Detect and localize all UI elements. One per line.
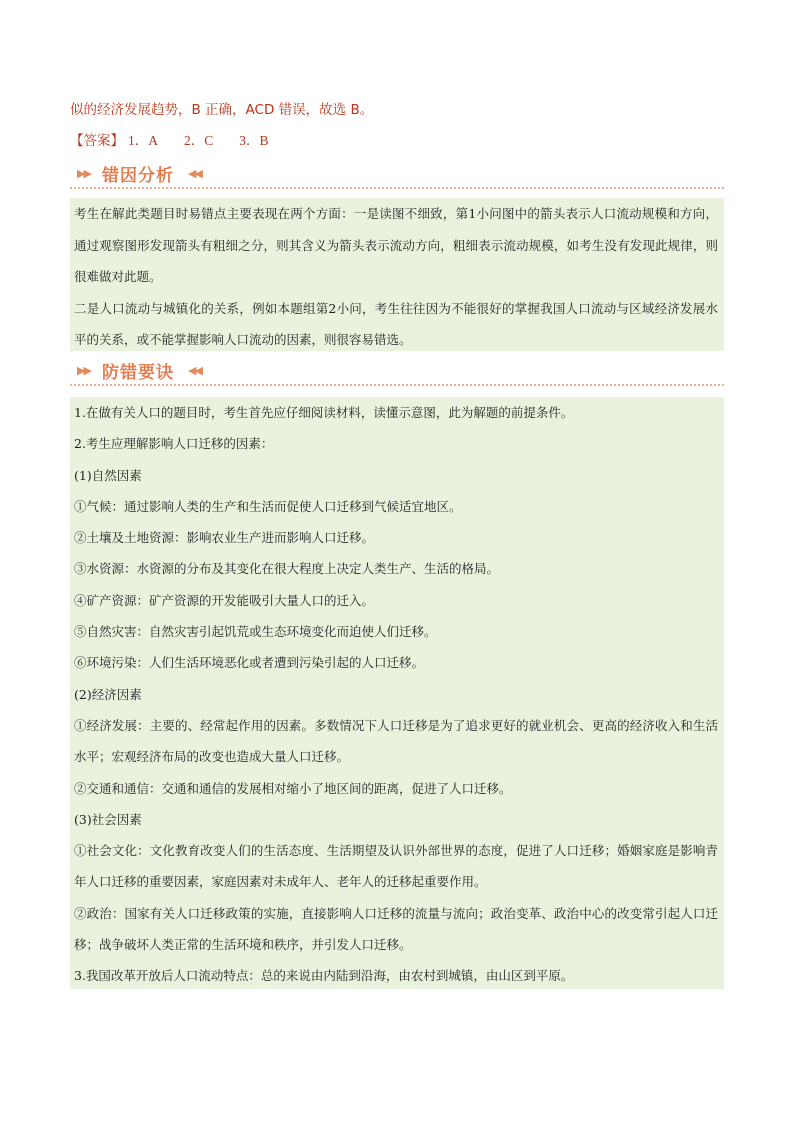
paragraph: 2.考生应理解影响人口迁移的因素： [74, 436, 274, 452]
paragraph: ④矿产资源：矿产资源的开发能吸引大量人口的迁入。 [74, 592, 375, 608]
paragraph: 3.我国改革开放后人口流动特点：总的来说由内陆到沿海，由农村到城镇，由山区到平原。 [74, 968, 574, 984]
paragraph: ⑥环境污染：人们生活环境恶化或者遭到污染引起的人口迁移。 [74, 655, 425, 671]
paragraph: ②土壤及土地资源：影响农业生产进而影响人口迁移。 [74, 530, 375, 546]
answer-line [70, 131, 724, 151]
paragraph: 1.在做有关人口的题目时，考生首先应仔细阅读材料，读懂示意图，此为解题的前提条件。 [74, 405, 574, 420]
section-title: 错因分析 [102, 166, 174, 186]
answer-item-2: 2．C [184, 133, 214, 148]
paragraph: ⑤自然灾害：自然灾害引起饥荒或生态环境变化而迫使人们迁移。 [74, 624, 437, 640]
section-header-error-analysis [70, 160, 724, 190]
paragraph: ②政治：国家有关人口迁移政策的实施，直接影响人口迁移的流量与流向；政治变革、政治中心的改变常引起人口迁移；战争破坏人类正常的生活环境和秩序，并引发人口迁移。 [74, 905, 718, 953]
intro-text: 似的经济发展趋势，B 正确，ACD 错误，故选 B。 [70, 102, 374, 118]
dotted-divider [70, 384, 724, 386]
double-arrow-left-icon: ◀◀ [188, 167, 201, 180]
paragraph: ②交通和通信：交通和通信的发展相对缩小了地区间的距离，促进了人口迁移。 [74, 780, 512, 796]
paragraph: (2)经济因素 [74, 686, 142, 702]
answer-tag: 【答案】 [70, 133, 124, 149]
paragraph: ①气候：通过影响人类的生产和生活而促使人口迁移到气候适宜地区。 [74, 498, 462, 514]
section-header-prevention-tips [70, 357, 724, 387]
paragraph: (1)自然因素 [74, 467, 142, 483]
double-arrow-right-icon: ▶▶ [77, 167, 90, 180]
paragraph: ③水资源：水资源的分布及其变化在很大程度上决定人类生产、生活的格局。 [74, 561, 500, 577]
paragraph: ①经济发展：主要的、经常起作用的因素。多数情况下人口迁移是为了追求更好的就业机会、更高的经济收入和生活水平；宏观经济布局的改变也造成大量人口迁移。 [74, 717, 718, 765]
answer-item-3: 3．B [239, 133, 269, 148]
dotted-divider [70, 187, 724, 189]
double-arrow-right-icon: ▶▶ [77, 364, 90, 377]
prevention-tips-box [70, 397, 724, 989]
paragraph: (3)社会因素 [74, 811, 142, 827]
paragraph: 考生在解此类题目时易错点主要表现在两个方面：一是读图不细致，第1小问图中的箭头表示人口流动规模和方向，通过观察图形发现箭头有粗细之分，则其含义为箭头表示流动方向，粗细表示流动规模，如考生没有发现此规律，则很难做对此题。 [74, 206, 718, 284]
double-arrow-left-icon: ◀◀ [188, 364, 201, 377]
section-title: 防错要诀 [102, 363, 174, 383]
answer-item-1: 1．A [128, 133, 158, 148]
paragraph: 二是人口流动与城镇化的关系，例如本题组第2小问，考生往往因为不能很好的掌握我国人口流动与区域经济发展水平的关系，或不能掌握影响人口流动的因素，则很容易错选。 [74, 300, 718, 347]
paragraph: ①社会文化：文化教育改变人们的生活态度、生活期望及认识外部世界的态度，促进了人口迁移；婚姻家庭是影响青年人口迁移的重要因素，家庭因素对未成年人、老年人的迁移起重要作用。 [74, 843, 718, 890]
error-analysis-box [70, 198, 724, 351]
